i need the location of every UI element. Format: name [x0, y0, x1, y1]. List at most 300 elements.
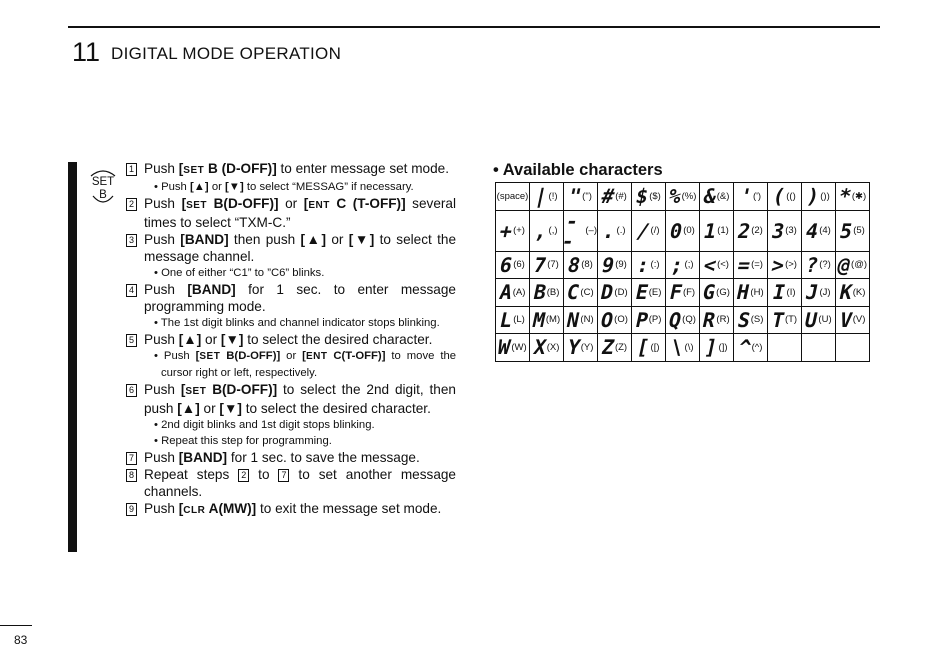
- display-glyph: K: [837, 280, 855, 305]
- display-glyph: I: [770, 280, 789, 305]
- key-label: [▼]: [219, 401, 242, 416]
- display-glyph: 3: [769, 218, 787, 243]
- character-row: [496, 210, 870, 251]
- step-text: to select “MESSAG” if necessary.: [243, 181, 414, 193]
- step-body: [144, 195, 456, 231]
- character-cell: [632, 306, 666, 334]
- character-cell: [564, 183, 598, 211]
- character-label: (F): [682, 286, 696, 298]
- character-label: (P): [648, 314, 662, 326]
- character-cell: [632, 251, 666, 279]
- step-text: Push: [161, 181, 190, 193]
- display-glyph: ;: [668, 252, 687, 277]
- character-label: (–): [585, 225, 597, 236]
- display-glyph: F: [667, 280, 685, 305]
- display-glyph: S: [735, 307, 753, 332]
- character-label: (J): [819, 286, 831, 298]
- character-cell: [496, 334, 530, 362]
- display-glyph: 1: [701, 218, 719, 243]
- character-label: (U): [818, 314, 832, 326]
- key-label: [: [181, 196, 187, 211]
- page-number: 83: [14, 633, 28, 647]
- character-label: (0): [683, 225, 695, 236]
- display-glyph: :: [634, 252, 653, 277]
- step-instruction: [144, 281, 456, 315]
- step-text: to select the desired character.: [241, 401, 431, 416]
- step-text: Push: [163, 350, 196, 362]
- character-cell: [598, 334, 632, 362]
- step-text: Push: [144, 332, 179, 347]
- step-text: or: [278, 196, 304, 211]
- character-cell: [734, 306, 768, 334]
- key-label: C (T-OFF)]: [329, 196, 406, 211]
- step-1: [126, 160, 456, 195]
- step-text: or: [326, 232, 349, 247]
- character-label: (E): [648, 286, 662, 298]
- character-label: (O): [614, 314, 628, 326]
- character-cell: [700, 210, 734, 251]
- display-glyph: Q: [666, 307, 684, 332]
- character-cell: [496, 183, 530, 211]
- character-cell: [598, 183, 632, 211]
- step-number: 3: [126, 234, 137, 247]
- step-note: • Push [SET B(D-OFF)] or [ENT C(T-OFF)] to move the cursor right or left, respectively.: [154, 350, 457, 379]
- display-glyph: G: [700, 280, 718, 305]
- step-instruction: [144, 381, 456, 417]
- character-cell: [632, 334, 666, 362]
- character-cell: [700, 251, 734, 279]
- character-cell: [768, 306, 802, 334]
- key-label: [BAND]: [180, 232, 229, 247]
- display-glyph: L: [497, 307, 515, 332]
- set-icon-sublabel: B: [99, 189, 107, 201]
- step-body: [144, 231, 456, 281]
- key-label: B(D-OFF)]: [206, 382, 278, 397]
- key-label: [▼]: [348, 232, 375, 247]
- display-glyph: %: [666, 184, 684, 209]
- display-glyph: .: [600, 218, 619, 243]
- display-glyph: C: [564, 280, 582, 305]
- key-label: [: [302, 350, 306, 362]
- step-body: [144, 449, 456, 466]
- step-note: • One of either “C1” to ”C6” blinks.: [154, 267, 325, 279]
- key-label: B(D-OFF)]: [220, 350, 281, 362]
- step-text: to exit the message set mode.: [256, 501, 442, 516]
- character-table: [495, 182, 870, 362]
- step-text: Push: [144, 232, 181, 247]
- display-glyph: ^: [736, 335, 754, 360]
- step-text: The 1st digit blinks and channel indicator stops blinking.: [160, 317, 440, 329]
- step-body: [144, 160, 456, 195]
- character-label: (^): [751, 341, 763, 353]
- step-reference: 7: [278, 469, 289, 482]
- key-label: B(D-OFF)]: [207, 196, 279, 211]
- character-label: (+): [513, 225, 525, 236]
- display-glyph: U: [802, 307, 820, 332]
- character-cell: [530, 334, 564, 362]
- key-prefix: ENT: [308, 200, 330, 211]
- step-5: [126, 331, 456, 381]
- step-number: 9: [126, 503, 137, 516]
- character-label: (,): [548, 225, 558, 236]
- character-cell: [496, 306, 530, 334]
- character-cell: [768, 210, 802, 251]
- character-label: (X): [546, 341, 560, 353]
- character-cell: [598, 279, 632, 307]
- display-glyph: 6: [497, 252, 515, 277]
- key-label: [: [178, 161, 184, 176]
- step-text: 2nd digit blinks and 1st digit stops blinking.: [161, 419, 375, 431]
- character-label: (G): [716, 286, 730, 298]
- character-cell: [666, 183, 700, 211]
- display-glyph: 5: [837, 218, 855, 243]
- key-label: [BAND]: [187, 282, 236, 297]
- character-cell: [802, 306, 836, 334]
- character-label: (L): [513, 314, 525, 326]
- display-glyph: +: [497, 218, 515, 243]
- display-glyph: T: [769, 307, 787, 332]
- key-label: [▼]: [220, 332, 244, 347]
- key-label: C(T-OFF)]: [327, 350, 386, 362]
- step-body: [144, 466, 456, 500]
- character-label: ($): [649, 190, 661, 202]
- step-reference: 2: [238, 469, 249, 482]
- character-label: (7): [547, 259, 559, 271]
- display-glyph: $: [633, 184, 651, 209]
- display-glyph: 9: [599, 252, 617, 277]
- step-body: [144, 500, 456, 519]
- character-label: (Z): [614, 341, 628, 353]
- character-cell: [734, 251, 768, 279]
- character-cell: [768, 251, 802, 279]
- step-note: • 2nd digit blinks and 1st digit stops blinking.: [154, 419, 375, 431]
- step-text: Repeat steps: [144, 467, 239, 482]
- key-label: [: [303, 196, 309, 211]
- character-cell: [802, 279, 836, 307]
- display-glyph: ': [737, 184, 755, 209]
- step-text: Push: [144, 282, 188, 297]
- display-glyph: (: [770, 184, 788, 209]
- character-row: [496, 251, 870, 279]
- display-glyph: /: [634, 218, 653, 243]
- display-glyph: *: [836, 184, 854, 209]
- step-text: or: [208, 181, 226, 193]
- character-label: (D): [614, 286, 628, 298]
- character-label: (M): [545, 314, 561, 326]
- character-cell: [734, 183, 768, 211]
- step-number: 7: [126, 452, 137, 465]
- character-cell: [564, 279, 598, 307]
- step-8: [126, 466, 456, 500]
- character-cell: [836, 306, 870, 334]
- step-text: One of either “C1” to ”C6” blinks.: [161, 267, 325, 279]
- character-label: (=): [751, 259, 763, 271]
- display-glyph: 4: [803, 218, 821, 243]
- key-prefix: SET: [185, 386, 207, 397]
- key-label: [▲]: [300, 232, 327, 247]
- step-body: [144, 331, 456, 381]
- character-label: (W): [511, 341, 527, 353]
- key-label: [▲]: [178, 332, 202, 347]
- step-text: to set another message channels.: [144, 467, 456, 499]
- character-label: (&): [716, 190, 730, 202]
- step-number: 1: [126, 163, 137, 176]
- display-glyph: [: [634, 335, 653, 360]
- character-label: ('): [752, 190, 762, 202]
- character-label: (4): [819, 225, 831, 236]
- display-glyph: =: [735, 252, 753, 277]
- key-label: [▲]: [189, 181, 209, 193]
- step-text: to: [249, 467, 279, 482]
- character-label: ("): [582, 190, 592, 202]
- key-label: A(MW)]: [205, 501, 257, 516]
- display-glyph: ,: [532, 218, 551, 243]
- character-label: (S): [750, 314, 764, 326]
- display-glyph: ]: [702, 335, 721, 360]
- character-label: (#): [615, 190, 627, 202]
- character-cell: [530, 210, 564, 251]
- character-label: (Q): [682, 314, 696, 326]
- step-note: • Push [▲] or [▼] to select “MESSAG” if necessary.: [154, 181, 414, 193]
- key-label: [: [178, 501, 184, 516]
- display-glyph: #: [599, 184, 617, 209]
- display-glyph: Y: [565, 335, 583, 360]
- display-glyph: 8: [565, 252, 583, 277]
- step-text: then push: [228, 232, 301, 247]
- character-cell: [768, 183, 802, 211]
- set-b-key-icon: [88, 166, 118, 206]
- character-cell: [666, 306, 700, 334]
- available-characters-title: • Available characters: [493, 161, 663, 179]
- step-text: Push: [144, 501, 179, 516]
- character-label: (.): [616, 225, 626, 236]
- step-text: Push: [144, 450, 179, 465]
- character-label: (R): [716, 314, 730, 326]
- display-glyph: 0: [667, 218, 685, 243]
- character-cell: [496, 279, 530, 307]
- step-instruction: [144, 500, 456, 519]
- display-glyph: D: [598, 280, 616, 305]
- character-cell: [530, 279, 564, 307]
- character-cell: [564, 334, 598, 362]
- character-cell: [802, 251, 836, 279]
- character-label: (A): [512, 286, 526, 298]
- character-cell: [496, 251, 530, 279]
- step-number: 5: [126, 334, 137, 347]
- display-glyph: B: [531, 280, 549, 305]
- character-cell: [530, 183, 564, 211]
- step-instruction: [144, 331, 456, 348]
- character-cell: [836, 334, 870, 362]
- character-cell: [598, 251, 632, 279]
- character-cell: [768, 279, 802, 307]
- character-label: (;): [684, 259, 694, 271]
- step-6: [126, 381, 456, 449]
- key-label: [: [180, 382, 186, 397]
- character-cell: [734, 210, 768, 251]
- character-label: (K): [852, 286, 866, 298]
- character-label: (!): [548, 190, 558, 202]
- step-text: for 1 sec. to enter message programming mode.: [144, 282, 456, 314]
- character-label: (8): [581, 259, 593, 271]
- section-side-bar: [68, 162, 77, 552]
- character-cell: [632, 210, 666, 251]
- step-note: • Repeat this step for programming.: [154, 435, 332, 447]
- display-glyph: |: [532, 184, 551, 209]
- character-label: (space): [496, 190, 529, 202]
- character-label: (1): [717, 225, 729, 236]
- character-cell: [734, 334, 768, 362]
- display-glyph: @: [835, 252, 853, 277]
- character-row: [496, 334, 870, 362]
- display-glyph: A: [497, 280, 515, 305]
- step-text: or: [201, 332, 221, 347]
- character-label: (]): [718, 341, 728, 353]
- step-text: to select the desired character.: [243, 332, 433, 347]
- character-cell: [598, 210, 632, 251]
- display-glyph: N: [564, 307, 582, 332]
- set-icon-label: SET: [91, 176, 115, 188]
- character-cell: [836, 251, 870, 279]
- key-label: [▲]: [177, 401, 200, 416]
- step-text: for 1 sec. to save the message.: [227, 450, 420, 465]
- step-text: Push: [144, 196, 182, 211]
- display-glyph: X: [531, 335, 549, 360]
- display-glyph: 7: [531, 252, 549, 277]
- step-instruction: [144, 160, 456, 179]
- step-number: 8: [126, 469, 137, 482]
- step-text: Push: [144, 382, 181, 397]
- character-cell: [632, 279, 666, 307]
- character-label: (N): [580, 314, 594, 326]
- key-prefix: SET: [183, 165, 205, 176]
- step-2: [126, 195, 456, 231]
- display-glyph: Z: [599, 335, 617, 360]
- character-label: (T): [784, 314, 798, 326]
- character-label: (✱): [851, 190, 867, 202]
- footer-rule: [0, 625, 32, 626]
- character-cell: [836, 279, 870, 307]
- character-cell: [700, 279, 734, 307]
- step-instruction: [144, 195, 456, 231]
- character-label: (C): [580, 286, 594, 298]
- display-glyph: R: [700, 307, 718, 332]
- step-instruction: [144, 449, 456, 466]
- character-cell: [564, 306, 598, 334]
- display-glyph: >: [769, 252, 787, 277]
- step-4: [126, 281, 456, 331]
- step-7: [126, 449, 456, 466]
- character-cell: [700, 306, 734, 334]
- character-label: ()): [820, 190, 830, 202]
- display-glyph: \: [668, 335, 687, 360]
- character-label: (>): [785, 259, 797, 271]
- display-glyph: V: [837, 307, 855, 332]
- step-text: several times to select “TXM-C.”: [144, 196, 456, 230]
- display-glyph: ): [804, 184, 822, 209]
- character-label: (3): [785, 225, 797, 236]
- step-instruction: [144, 466, 456, 500]
- character-row: [496, 279, 870, 307]
- key-label: B (D-OFF)]: [204, 161, 277, 176]
- character-label: (Y): [580, 341, 594, 353]
- character-cell: [666, 334, 700, 362]
- character-cell: [836, 183, 870, 211]
- key-prefix: SET: [199, 351, 221, 362]
- step-text: to select the 2nd digit, then push: [144, 382, 456, 416]
- character-cell: [598, 306, 632, 334]
- display-glyph: <: [701, 252, 719, 277]
- character-cell: [564, 251, 598, 279]
- character-cell: [768, 334, 802, 362]
- instruction-steps: [126, 160, 456, 519]
- character-cell: [666, 251, 700, 279]
- character-cell: [700, 334, 734, 362]
- character-label: (I): [786, 286, 796, 298]
- step-body: [144, 281, 456, 331]
- key-label: [▼]: [225, 181, 244, 193]
- display-glyph: ": [566, 184, 584, 209]
- character-label: (6): [513, 259, 525, 271]
- character-label: (V): [852, 314, 866, 326]
- character-label: (H): [750, 286, 764, 298]
- step-text: to select the message channel.: [144, 232, 457, 264]
- step-number: 2: [126, 198, 137, 211]
- display-glyph: O: [598, 307, 616, 332]
- step-body: [144, 381, 456, 449]
- step-instruction: [144, 231, 456, 265]
- character-label: (<): [717, 259, 729, 271]
- character-label: ((): [786, 190, 796, 202]
- key-label: [BAND]: [178, 450, 228, 465]
- character-label: (?): [819, 259, 831, 271]
- display-glyph: ?: [803, 252, 821, 277]
- key-prefix: SET: [186, 200, 208, 211]
- character-label: (2): [751, 225, 763, 236]
- step-number: 6: [126, 384, 137, 397]
- step-note: • The 1st digit blinks and channel indicator stops blinking.: [154, 317, 440, 329]
- step-text: or: [199, 401, 220, 416]
- character-label: (@): [851, 259, 868, 271]
- step-3: [126, 231, 456, 281]
- display-glyph: E: [633, 280, 651, 305]
- display-glyph: M: [530, 307, 548, 332]
- display-glyph: P: [633, 307, 651, 332]
- step-text: to enter message set mode.: [276, 161, 450, 176]
- display-glyph: W: [495, 335, 513, 360]
- step-text: to move the cursor right or left, respectively.: [161, 350, 457, 379]
- character-label: (\): [684, 341, 694, 353]
- step-9: [126, 500, 456, 519]
- character-cell: [666, 210, 700, 251]
- character-label: (5): [853, 225, 865, 236]
- character-cell: [666, 279, 700, 307]
- top-rule: [68, 26, 880, 28]
- step-number: 4: [126, 284, 137, 297]
- chapter-title: DIGITAL MODE OPERATION: [111, 44, 342, 63]
- character-row: [496, 183, 870, 211]
- character-cell: [632, 183, 666, 211]
- step-text: Repeat this step for programming.: [161, 435, 332, 447]
- character-cell: [836, 210, 870, 251]
- step-text: or: [280, 350, 303, 362]
- character-label: (%): [681, 190, 697, 202]
- key-prefix: CLR: [183, 505, 206, 516]
- character-label: ([): [650, 341, 660, 353]
- character-row: [496, 306, 870, 334]
- key-prefix: ENT: [305, 351, 328, 362]
- display-glyph: &: [701, 184, 719, 209]
